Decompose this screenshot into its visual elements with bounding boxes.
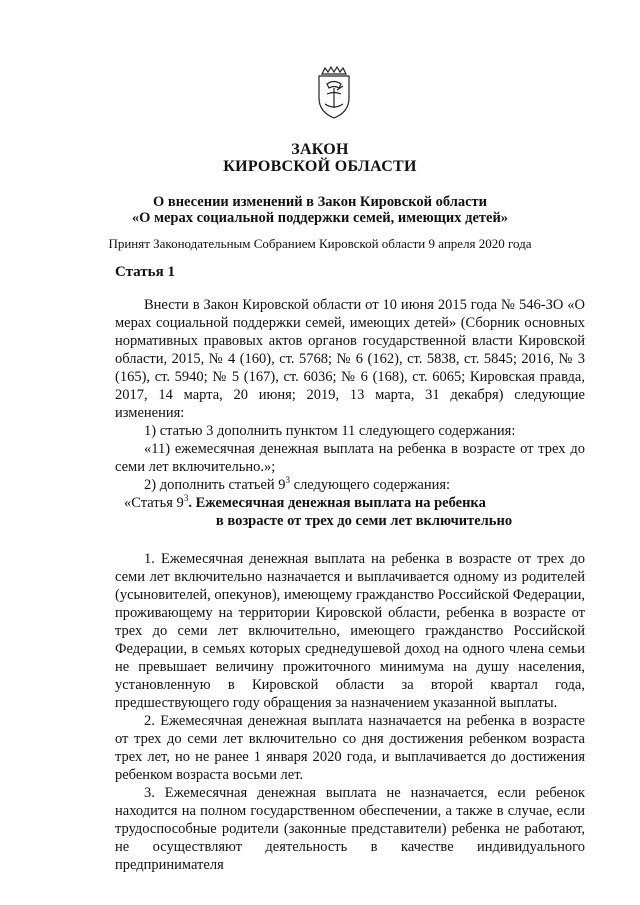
amendment-item-2-suffix: следующего содержания: (290, 477, 451, 493)
article9-title-line2: в возрасте от трех до семи лет включительно (215, 513, 513, 529)
article-body (115, 296, 585, 874)
law-subtitle-line1: О внесении изменений в Закон Кировской области (152, 194, 488, 210)
amendment-item-2-prefix: 2) дополнить статьей 9 (144, 477, 286, 493)
amendment-item-2-sup: 3 (285, 475, 291, 486)
article-heading: Статья 1 (115, 264, 175, 280)
adoption-note: Принят Законодательным Собранием Кировской области 9 апреля 2020 года (108, 236, 532, 251)
law-subtitle-line2: «О мерах социальной поддержки семей, имеющих детей» (131, 210, 509, 226)
amendment-item-2 (115, 476, 585, 494)
article9-paragraph-3: 3. Ежемесячная денежная выплата не назначается, если ребенок находится на полном государственном обеспечении, а также в случае, если трудоспособные родители (законные представители) ребенка не работают, не осуществляют деятельность в качестве индивидуального предпринимателя (115, 785, 585, 873)
article9-sup: 3 (183, 493, 189, 504)
article9-paragraph-2: 2. Ежемесячная денежная выплата назначается на ребенка в возрасте от трех до семи лет включительно со дня достижения ребенком возраста трех лет, но не ранее 1 января 2020 года, и выплачивается до достижения ребенком возраста восьми лет. (115, 713, 585, 783)
region-title: КИРОВСКОЙ ОБЛАСТИ (223, 158, 417, 175)
article9-title-line1: Ежемесячная денежная выплата на ребенка (195, 495, 486, 511)
article9-paragraph-1: 1. Ежемесячная денежная выплата на ребенка в возрасте от трех до семи лет включительно назначается и выплачивается одному из родителей (усыновителей, опекунов), имеющему гражданство Российской Федерации, проживающему на территории Кировской области, ребенка в возрасте от трех до семи лет включительно, имеющего гражданство Российской Федерации, в семьях которых среднедушевой доход на одного члена семьи не превышает величину прожиточного минимума на душу населения, установленную в Кировской области за второй квартал года, предшествующего году обращения за назначением указанной выплаты. (115, 551, 585, 711)
coat-of-arms-icon (313, 64, 355, 122)
intro-paragraph: Внести в Закон Кировской области от 10 июня 2015 года № 546-ЗО «О мерах социальной поддержки семей, имеющих детей» (Сборник основных нормативных правовых актов органов государственной власти Кировской области, 2015, № 4 (160), ст. 5768; № 6 (162), ст. 5838, ст. 5845; 2016, № 3 (165), ст. 5940; № 5 (167), ст. 6036; № 6 (168), ст. 6065; Кировская правда, 2017, 14 марта, 20 июня; 2019, 13 марта, 31 декабря) следующие изменения: (115, 297, 585, 421)
article9-prefix: «Статья 9 (124, 495, 184, 511)
law-title: ЗАКОН (291, 141, 349, 158)
amendment-item-1-quote: «11) ежемесячная денежная выплата на ребенка в возрасте от трех до семи лет включительно.»; (115, 441, 585, 475)
article9-heading (115, 494, 585, 530)
amendment-item-1: 1) статью 3 дополнить пунктом 11 следующего содержания: (144, 423, 516, 439)
article9-dot: . (188, 495, 196, 511)
article9-heading-line1 (115, 494, 585, 512)
